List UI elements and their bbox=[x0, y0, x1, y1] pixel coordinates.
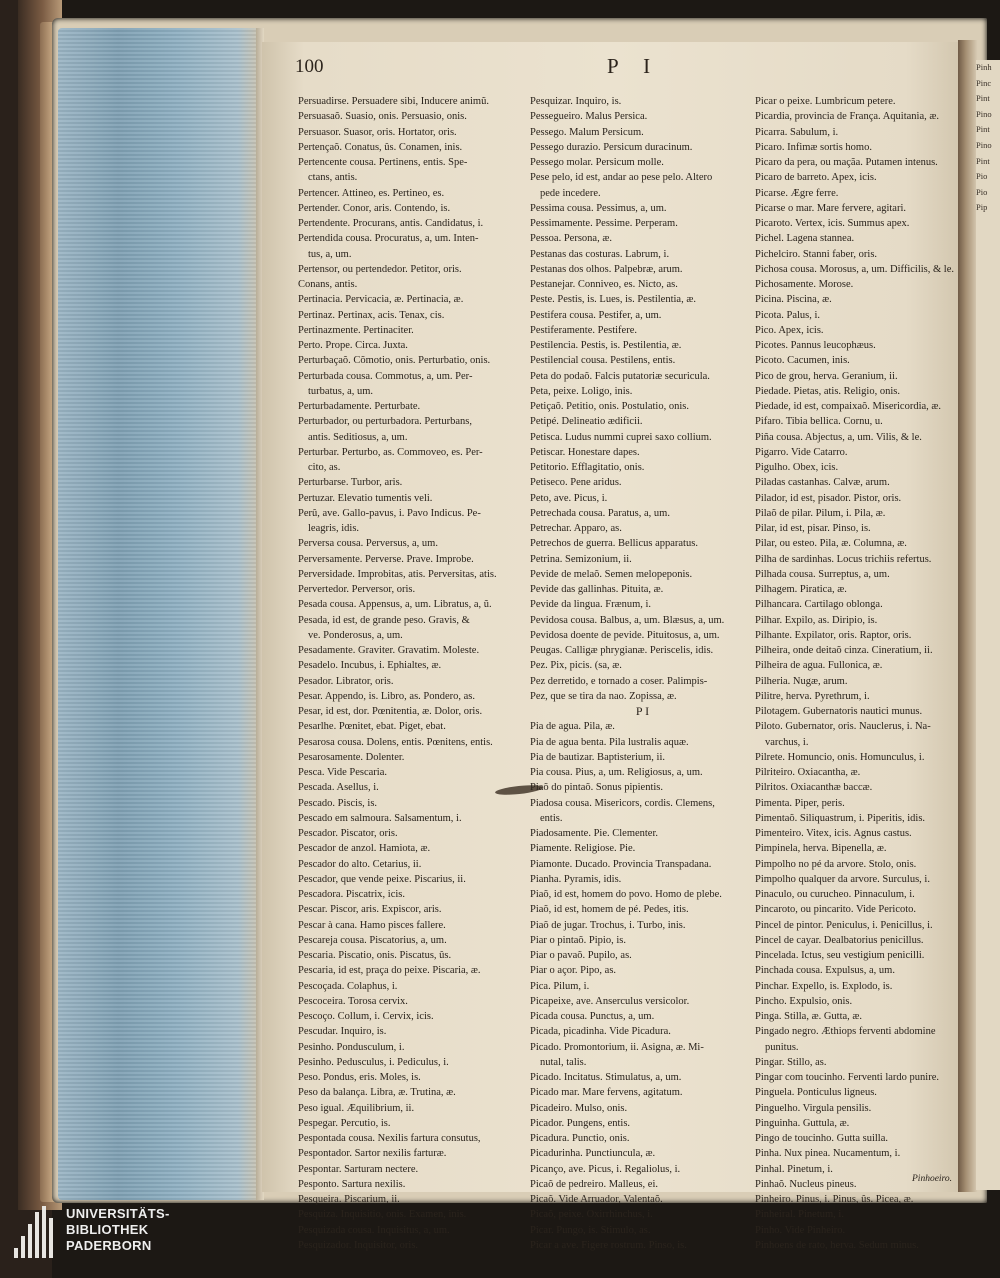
dictionary-line: Pinhoens de rato, herva. Sedum minus. bbox=[755, 1239, 919, 1251]
dictionary-line: Pinheiro. Pinus, i. Pinus, ûs. Picea, æ. bbox=[755, 1194, 914, 1205]
dictionary-line: Piedade, id est, compaixaõ. Misericordia, æ. bbox=[755, 401, 942, 412]
dictionary-line: Pescoceira. Torosa cervix. bbox=[298, 995, 408, 1007]
dictionary-line: Picar o peixe. Lumbricum petere. bbox=[755, 96, 896, 107]
dictionary-line: Pescador de anzol. Hamiota, æ. bbox=[298, 843, 431, 855]
dictionary-line: Pescareja cousa. Piscatorius, a, um. bbox=[298, 934, 447, 946]
column-1 bbox=[298, 94, 526, 1253]
dictionary-line: Conans, antis. bbox=[298, 279, 358, 290]
dictionary-line: Piar o açor. Pipo, as. bbox=[530, 965, 617, 977]
dictionary-line: Piaõ de jugar. Trochus, i. Turbo, inis. bbox=[530, 919, 686, 931]
dictionary-line: Picotes. Pannus leucophæus. bbox=[755, 340, 876, 351]
dictionary-line: Pimentaõ. Siliquastrum, i. Piperitis, idis. bbox=[755, 812, 926, 824]
dictionary-line: Pimenteiro. Vitex, icis. Agnus castus. bbox=[755, 828, 912, 839]
dictionary-line: Piladas castanhas. Calvæ, arum. bbox=[755, 477, 890, 489]
dictionary-line: Pespontar. Sarturam nectere. bbox=[298, 1163, 419, 1175]
dictionary-line: Pessoa. Persona, æ. bbox=[530, 233, 612, 245]
dictionary-line: Pespontador. Sartor nexilis farturæ. bbox=[298, 1148, 447, 1160]
dictionary-line: ctans, antis. bbox=[308, 172, 358, 184]
dictionary-line: Pessego durazio. Persicum duracinum. bbox=[530, 141, 693, 153]
dictionary-line: Pilhagem. Piratica, æ. bbox=[755, 584, 847, 595]
dictionary-line: Piar o pintaõ. Pipio, is. bbox=[530, 934, 626, 946]
dictionary-line: Pilriteiro. Oxiacantha, æ. bbox=[755, 767, 861, 778]
dictionary-line: entis. bbox=[540, 812, 563, 824]
dictionary-line: Pilitre, herva. Pyrethrum, i. bbox=[755, 690, 870, 702]
dictionary-line: Pia de bautizar. Baptisterium, ii. bbox=[530, 751, 666, 763]
dictionary-line: Pesarosa cousa. Dolens, entis. Pœnitens, entis. bbox=[298, 736, 493, 748]
dictionary-line: Pestanas das costuras. Labrum, i. bbox=[530, 248, 670, 260]
dictionary-line: Piedade. Pietas, atis. Religio, onis. bbox=[755, 385, 900, 397]
dictionary-line: P I bbox=[635, 704, 650, 718]
dictionary-line: Peso igual. Æquilibrium, ii. bbox=[298, 1102, 415, 1114]
dictionary-line: ve. Ponderosus, a, um. bbox=[308, 629, 403, 641]
dictionary-line: Pichel. Lagena stannea. bbox=[755, 233, 855, 245]
dictionary-line: Pevide da lingua. Frænum, i. bbox=[530, 599, 652, 611]
dictionary-line: Pevidosa doente de pevide. Pituitosus, a, um. bbox=[530, 629, 720, 641]
dictionary-line: Pervertedor. Perversor, oris. bbox=[298, 584, 416, 595]
dictionary-line: Pico de grou, herva. Geranium, ii. bbox=[755, 370, 898, 382]
dictionary-line: Pertender. Conor, aris. Contendo, is. bbox=[298, 202, 451, 214]
dictionary-line: Piaõ do pintaõ. Sonus pipientis. bbox=[530, 782, 664, 794]
dictionary-line: Persuadirse. Persuadere sibi, Inducere animũ. bbox=[298, 96, 489, 107]
facing-page-fragment: Pint bbox=[976, 155, 990, 166]
dictionary-line: Pestilencial cousa. Pestilens, entis. bbox=[530, 355, 676, 367]
dictionary-line: Pingar com toucinho. Ferventi lardo punire. bbox=[755, 1072, 940, 1083]
dictionary-line: Perversa cousa. Perversus, a, um. bbox=[298, 538, 438, 550]
dictionary-line: Pilrete. Homuncio, onis. Homunculus, i. bbox=[755, 751, 925, 763]
dictionary-line: Persuasor. Suasor, oris. Hortator, oris. bbox=[298, 126, 457, 138]
facing-page-fragment: Pint bbox=[976, 124, 990, 135]
dictionary-line: Piamonte. Ducado. Provincia Transpadana. bbox=[530, 858, 712, 870]
dictionary-line: Pescador, que vende peixe. Piscarius, ii. bbox=[298, 873, 466, 885]
dictionary-line: Pianha. Pyramis, idis. bbox=[530, 873, 622, 885]
dictionary-line: Picaõ de pedreiro. Malleus, ei. bbox=[530, 1178, 658, 1190]
dictionary-line: Pestanas dos olhos. Palpebræ, arum. bbox=[530, 263, 683, 275]
library-name-line1: UNIVERSITÄTS- bbox=[66, 1206, 170, 1221]
dictionary-line: Petipé. Delineatio ædificii. bbox=[530, 416, 643, 428]
dictionary-line: Picadeiro. Mulso, onis. bbox=[530, 1102, 628, 1114]
dictionary-line: Pincho. Expulsio, onis. bbox=[755, 995, 853, 1007]
dictionary-line: Pesponto. Sartura nexilis. bbox=[298, 1178, 406, 1190]
dictionary-line: Pesada, id est, de grande peso. Gravis, & bbox=[298, 614, 470, 626]
dictionary-line: Picadurinha. Punctiuncula, æ. bbox=[530, 1148, 656, 1160]
dictionary-line: Pesada cousa. Appensus, a, um. Libratus, a, ũ. bbox=[298, 599, 492, 611]
dictionary-line: Pesarosamente. Dolenter. bbox=[298, 751, 405, 763]
dictionary-line: nutal, talis. bbox=[540, 1056, 587, 1068]
dictionary-line: Picarse. Ægre ferre. bbox=[755, 187, 839, 199]
dictionary-line: Piña cousa. Abjectus, a, um. Vilis, & le. bbox=[755, 431, 922, 443]
dictionary-line: Pessego molar. Persicum molle. bbox=[530, 157, 664, 168]
dictionary-line: Perturbarse. Turbor, aris. bbox=[298, 477, 403, 489]
facing-page-text bbox=[976, 60, 1000, 216]
dictionary-line: Pesadamente. Graviter. Gravatim. Moleste. bbox=[298, 645, 480, 656]
library-name-line3: PADERBORN bbox=[66, 1238, 152, 1253]
dictionary-line: Picar a ave. Figere rostrum. Pinso, is. bbox=[530, 1239, 687, 1251]
dictionary-line: Perturbaçaõ. Cõmotio, onis. Perturbatio, onis. bbox=[298, 355, 491, 367]
dictionary-line: Picaro. Infimæ sortis homo. bbox=[755, 141, 872, 153]
dictionary-line: Peta do podaõ. Falcis putatoriæ securicula. bbox=[530, 370, 710, 382]
dictionary-line: Petrechada cousa. Paratus, a, um. bbox=[530, 507, 670, 519]
dictionary-line: Pesador. Librator, oris. bbox=[298, 675, 394, 687]
dictionary-line: Pez. Pix, picis. (sa, æ. bbox=[530, 660, 622, 672]
dictionary-line: Pigulho. Obex, icis. bbox=[755, 462, 839, 473]
dictionary-line: Picada cousa. Punctus, a, um. bbox=[530, 1011, 655, 1022]
dictionary-line: Perturbar. Perturbo, as. Commoveo, es. Per- bbox=[298, 446, 483, 458]
dictionary-line: Peta, peixe. Loligo, inis. bbox=[530, 385, 633, 397]
dictionary-line: Pestilencia. Pestis, is. Pestilentia, æ. bbox=[530, 340, 682, 351]
dictionary-line: punitus. bbox=[765, 1041, 799, 1053]
dictionary-line: Petisca. Ludus nummi cuprei saxo collium. bbox=[530, 431, 712, 443]
dictionary-line: Pevide de melaõ. Semen melopeponis. bbox=[530, 568, 693, 580]
dictionary-line: Pescudar. Inquiro, is. bbox=[298, 1026, 387, 1038]
dictionary-line: Peso da balança. Libra, æ. Trutina, æ. bbox=[298, 1087, 456, 1099]
dictionary-line: Petiçaõ. Petitio, onis. Postulatio, onis. bbox=[530, 401, 689, 412]
dictionary-line: Pinho. Vide Pinheiro. bbox=[755, 1224, 846, 1236]
dictionary-line: Pincel de cayar. Dealbatorius penicillus. bbox=[755, 934, 924, 946]
dictionary-line: Petrechos de guerra. Bellicus apparatus. bbox=[530, 538, 698, 550]
dictionary-line: Picarra. Sabulum, i. bbox=[755, 126, 839, 138]
dictionary-line: Pesqueira. Piscarium, ii. bbox=[298, 1194, 400, 1205]
dictionary-line: Pesar, id est, dor. Pœnitentia, æ. Dolor, oris. bbox=[298, 706, 483, 717]
dictionary-line: Pinchar. Expello, is. Explodo, is. bbox=[755, 980, 893, 992]
facing-page-fragment: Pio bbox=[976, 186, 988, 197]
facing-page-edge bbox=[976, 60, 1000, 1190]
dictionary-line: Pescar à cana. Hamo pisces fallere. bbox=[298, 919, 446, 931]
dictionary-line: Pinguelho. Virgula pensilis. bbox=[755, 1102, 872, 1114]
dictionary-line: Pertensor, ou pertendedor. Petitor, oris. bbox=[298, 263, 462, 275]
dictionary-line: Picado. Promontorium, ii. Asigna, æ. Mi- bbox=[530, 1041, 704, 1053]
dictionary-line: Pertuzar. Elevatio tumentis veli. bbox=[298, 492, 433, 504]
dictionary-line: Piloto. Gubernator, oris. Nauclerus, i. Na- bbox=[755, 721, 931, 733]
dictionary-line: Picapeixe, ave. Anserculus versicolor. bbox=[530, 995, 690, 1007]
dictionary-line: Pilador, id est, pisador. Pistor, oris. bbox=[755, 492, 902, 504]
dictionary-line: Pinguinha. Guttula, æ. bbox=[755, 1117, 850, 1129]
running-head: P I bbox=[607, 54, 661, 78]
facing-page-fragment: Pio bbox=[976, 171, 988, 182]
dictionary-line: Piaõ, id est, homem de pé. Pedes, itis. bbox=[530, 904, 689, 916]
gutter-shadow bbox=[958, 40, 978, 1192]
dictionary-line: Picaroto. Vertex, icis. Summus apex. bbox=[755, 218, 910, 229]
dictionary-line: Pinga. Stilla, æ. Gutta, æ. bbox=[755, 1011, 863, 1022]
dictionary-line: Pilheira, onde deitaõ cinza. Cineratium, ii. bbox=[755, 645, 933, 656]
dictionary-line: Pilotagem. Gubernatoris nautici munus. bbox=[755, 706, 923, 717]
dictionary-line: Picaõ, peixe. Oxirrhinchus, i. bbox=[530, 1209, 653, 1221]
facing-page-fragment: Pino bbox=[976, 139, 992, 150]
dictionary-line: Pinaculo, ou curucheo. Pinnaculum, i. bbox=[755, 889, 915, 900]
facing-page-fragment: Pint bbox=[976, 93, 990, 104]
dictionary-line: Pimpolho no pé da arvore. Stolo, onis. bbox=[755, 858, 917, 870]
dictionary-line: Pesadelo. Incubus, i. Ephialtes, æ. bbox=[298, 660, 442, 672]
dictionary-line: Peso. Pondus, eris. Moles, is. bbox=[298, 1072, 421, 1083]
dictionary-line: Pinguela. Ponticulus ligneus. bbox=[755, 1087, 877, 1099]
dictionary-line: Pescoço. Collum, i. Cervix, icis. bbox=[298, 1011, 434, 1022]
dictionary-line: Pia de agua. Pila, æ. bbox=[530, 721, 615, 733]
dictionary-line: Pilar, ou esteo. Pila, æ. Columna, æ. bbox=[755, 538, 907, 550]
dictionary-line: Pincel de pintor. Peniculus, i. Penicillus, i. bbox=[755, 919, 933, 931]
dictionary-line: Pingar. Stillo, as. bbox=[755, 1056, 827, 1068]
dictionary-line: Pilar, id est, pisar. Pinso, is. bbox=[755, 523, 871, 534]
dictionary-line: Pessimamente. Pessime. Perperam. bbox=[530, 218, 678, 229]
dictionary-line: Perversamente. Perverse. Prave. Improbe. bbox=[298, 553, 474, 565]
dictionary-line: Pincelada. Ictus, seu vestigium penicilli. bbox=[755, 950, 925, 961]
dictionary-line: Picado mar. Mare fervens, agitatum. bbox=[530, 1087, 683, 1099]
dictionary-line: Pigarro. Vide Catarro. bbox=[755, 446, 848, 458]
dictionary-line: Piadosa cousa. Misericors, cordis. Clemens, bbox=[530, 797, 715, 809]
library-logo bbox=[14, 1198, 214, 1270]
facing-page-fragment: Pip bbox=[976, 202, 988, 213]
dictionary-line: Pichelciro. Stanni faber, oris. bbox=[755, 248, 878, 260]
blue-sprinkled-page-edges bbox=[58, 28, 258, 1200]
dictionary-line: Pilheira de agua. Fullonica, æ. bbox=[755, 660, 883, 672]
dictionary-line: Pingo de toucinho. Gutta suilla. bbox=[755, 1133, 888, 1144]
dictionary-line: Pesquizador. Inquisitor, oris. bbox=[298, 1239, 419, 1251]
dictionary-line: Petitorio. Efflagitatio, onis. bbox=[530, 462, 645, 473]
dictionary-line: Pilaõ de pilar. Pilum, i. Pila, æ. bbox=[755, 507, 886, 519]
dictionary-line: Pespontada cousa. Nexilis fartura consutus, bbox=[298, 1133, 481, 1144]
dictionary-line: Pincaroto, ou pincarito. Vide Pericoto. bbox=[755, 904, 917, 916]
dictionary-line: Pilha de sardinhas. Locus trichiis refertus. bbox=[755, 553, 932, 565]
dictionary-line: Pinhaõ. Nucleus pineus. bbox=[755, 1178, 857, 1190]
dictionary-line: Picina. Piscina, æ. bbox=[755, 294, 832, 306]
dictionary-line: Picadura. Punctio, onis. bbox=[530, 1133, 630, 1144]
dictionary-line: Pescador. Piscator, oris. bbox=[298, 828, 398, 839]
dictionary-line: Piamente. Religiose. Pie. bbox=[530, 843, 636, 855]
dictionary-line: Pez derretido, e tornado a coser. Palimpis- bbox=[530, 675, 708, 687]
page-number: 100 bbox=[295, 56, 324, 77]
dictionary-line: Pessima cousa. Pessimus, a, um. bbox=[530, 202, 667, 214]
dictionary-line: Pesquizada cousa. Inquisitus, a, um. bbox=[298, 1224, 450, 1236]
dictionary-line: Picota. Palus, i. bbox=[755, 309, 821, 321]
dictionary-line: Pilhada cousa. Surreptus, a, um. bbox=[755, 568, 890, 580]
dictionary-line: Pilhante. Expilator, oris. Raptor, oris. bbox=[755, 629, 912, 641]
catchword: Pinhoeiro. bbox=[912, 1174, 953, 1184]
dictionary-line: Piadosamente. Pie. Clementer. bbox=[530, 828, 659, 839]
dictionary-line: Pica. Pilum, i. bbox=[530, 980, 590, 992]
dictionary-line: Picado. Incitatus. Stimulatus, a, um. bbox=[530, 1072, 682, 1083]
dictionary-line: Pinhal. Pinetum, i. bbox=[755, 1163, 833, 1175]
dictionary-line: Pia de agua benta. Pila lustralis aquæ. bbox=[530, 736, 689, 748]
dictionary-line: Pertencente cousa. Pertinens, entis. Spe- bbox=[298, 157, 468, 168]
dictionary-line: Picaõ. Vide Arruador, Valentaõ. bbox=[530, 1194, 663, 1205]
dictionary-line: Pestanejar. Conniveo, es. Nicto, as. bbox=[530, 279, 678, 290]
dictionary-line: Petiscar. Honestare dapes. bbox=[530, 446, 640, 458]
dictionary-line: Peste. Pestis, is. Lues, is. Pestilentia, æ. bbox=[530, 294, 696, 306]
dictionary-line: Pesquiza. Inquisitio, onis. Examen, inis. bbox=[298, 1209, 467, 1221]
dictionary-line: Pinheiral. Pinetum, i. bbox=[755, 1209, 844, 1221]
dictionary-line: Pescado. Piscis, is. bbox=[298, 797, 378, 809]
dictionary-line: Pinchada cousa. Expulsus, a, um. bbox=[755, 965, 895, 977]
dictionary-line: leagris, idis. bbox=[308, 523, 360, 534]
dictionary-line: turbatus, a, um. bbox=[308, 385, 374, 397]
dictionary-line: Pestiferamente. Pestifere. bbox=[530, 324, 637, 336]
dictionary-line: Pescoçada. Colaphus, i. bbox=[298, 980, 398, 992]
dictionary-line: Pertendida cousa. Procuratus, a, um. Inten- bbox=[298, 233, 479, 245]
dictionary-line: Picaro de barreto. Apex, icis. bbox=[755, 172, 877, 184]
facing-page-fragment: Pinh bbox=[976, 62, 992, 72]
dictionary-line: Pilheria. Nugæ, arum. bbox=[755, 675, 848, 687]
dictionary-line: varchus, i. bbox=[765, 736, 809, 748]
dictionary-line: Pichosa cousa. Morosus, a, um. Difficilis, & le. bbox=[755, 263, 954, 275]
dictionary-line: Pesarlhe. Pœnitet, ebat. Piget, ebat. bbox=[298, 721, 446, 733]
page-header bbox=[295, 56, 955, 80]
dictionary-line: Pertinaz. Pertinax, acis. Tenax, cis. bbox=[298, 309, 445, 321]
dictionary-line: Pinha. Nux pinea. Nucamentum, i. bbox=[755, 1148, 901, 1160]
dictionary-line: Pimenta. Piper, peris. bbox=[755, 797, 845, 809]
dictionary-line: Pescada. Asellus, i. bbox=[298, 782, 379, 794]
dictionary-line: Perturbada cousa. Commotus, a, um. Per- bbox=[298, 370, 473, 382]
column-3 bbox=[755, 94, 960, 1253]
dictionary-line: Pifaro. Tibia bellica. Cornu, u. bbox=[755, 416, 883, 428]
dictionary-line: Pescadora. Piscatrix, icis. bbox=[298, 889, 406, 900]
dictionary-line: Pessego. Malum Persicum. bbox=[530, 126, 644, 138]
dictionary-line: Pimpinela, herva. Bipenella, æ. bbox=[755, 843, 887, 855]
dictionary-line: Pescaria, id est, praça do peixe. Piscaria, æ. bbox=[298, 965, 481, 977]
dictionary-line: Pespegar. Percutio, is. bbox=[298, 1117, 391, 1129]
dictionary-line: Pingado negro. Æthiops ferventi abdomine bbox=[755, 1026, 936, 1038]
dictionary-line: Perû, ave. Gallo-pavus, i. Pavo Indicus. Pe- bbox=[298, 507, 481, 519]
dictionary-line: Peugas. Calligæ phrygianæ. Periscelis, idis. bbox=[530, 645, 714, 656]
dictionary-line: Piaõ, id est, homem do povo. Homo de plebe. bbox=[530, 889, 722, 900]
dictionary-line: Picardia, provincia de França. Aquitania, æ. bbox=[755, 111, 939, 123]
dictionary-line: Pesca. Vide Pescaria. bbox=[298, 767, 387, 778]
dictionary-line: Picar. Pungo, is. Stimulo, as. bbox=[530, 1224, 651, 1236]
dictionary-line: Picoto. Cacumen, inis. bbox=[755, 355, 850, 367]
dictionary-line: Pertencer. Attineo, es. Pertineo, es. bbox=[298, 187, 445, 199]
dictionary-line: Pertinazmente. Pertinaciter. bbox=[298, 324, 414, 336]
dictionary-line: Pescador do alto. Cetarius, ii. bbox=[298, 858, 422, 870]
dictionary-line: Pescar. Piscor, aris. Expiscor, aris. bbox=[298, 904, 442, 916]
library-mark-icon bbox=[14, 1206, 60, 1258]
library-name-line2: BIBLIOTHEK bbox=[66, 1222, 149, 1237]
dictionary-line: Pez, que se tira da nao. Zopissa, æ. bbox=[530, 690, 677, 702]
dictionary-line: Pertendente. Procurans, antis. Candidatus, i. bbox=[298, 218, 484, 229]
dictionary-line: Perto. Prope. Circa. Juxta. bbox=[298, 340, 408, 351]
dictionary-line: Perturbadamente. Perturbate. bbox=[298, 401, 421, 412]
library-name bbox=[66, 1206, 170, 1254]
dictionary-line: Pilritos. Oxiacanthæ baccæ. bbox=[755, 782, 873, 794]
dictionary-line: Pichosamente. Morose. bbox=[755, 279, 854, 290]
dictionary-line: Pevidosa cousa. Balbus, a, um. Blæsus, a, um. bbox=[530, 614, 725, 626]
dictionary-line: Pesinho. Pedusculus, i. Pediculus, i. bbox=[298, 1056, 449, 1068]
dictionary-line: tus, a, um. bbox=[308, 248, 352, 260]
dictionary-line: Petrechar. Apparo, as. bbox=[530, 523, 622, 534]
dictionary-line: Pilhancara. Cartilago oblonga. bbox=[755, 599, 883, 611]
dictionary-line: Perturbador, ou perturbadora. Perturbans, bbox=[298, 416, 472, 428]
dictionary-line: Pertinacia. Pervicacia, æ. Pertinacia, æ. bbox=[298, 294, 464, 306]
dictionary-line: Pilhar. Expilo, as. Diripio, is. bbox=[755, 614, 878, 626]
dictionary-line: Picaro da pera, ou maçãa. Putamen intenus. bbox=[755, 157, 938, 168]
facing-page-fragment: Pinc bbox=[976, 77, 992, 88]
dictionary-line: Perversidade. Improbitas, atis. Perversitas, atis. bbox=[298, 568, 497, 580]
dictionary-line: Piar o pavaõ. Pupilo, as. bbox=[530, 950, 632, 961]
dictionary-line: Pesinho. Pondusculum, i. bbox=[298, 1041, 405, 1053]
dictionary-line: antis. Seditiosus, a, um. bbox=[308, 431, 408, 443]
dictionary-line: Pertençaõ. Conatus, ûs. Conamen, inis. bbox=[298, 141, 463, 153]
dictionary-line: Pesquizar. Inquiro, is. bbox=[530, 96, 622, 107]
dictionary-line: Picador. Pungens, entis. bbox=[530, 1117, 631, 1129]
dictionary-line: Pestifera cousa. Pestifer, a, um. bbox=[530, 309, 662, 321]
dictionary-line: Petrina. Semizonium, ii. bbox=[530, 553, 632, 565]
dictionary-line: Picanço, ave. Picus, i. Regaliolus, i. bbox=[530, 1163, 681, 1175]
dictionary-line: Pia cousa. Pius, a, um. Religiosus, a, um. bbox=[530, 767, 703, 778]
column-2 bbox=[530, 94, 755, 1253]
dictionary-line: Pescaria. Piscatio, onis. Piscatus, ûs. bbox=[298, 950, 452, 961]
dictionary-line: cito, as. bbox=[308, 462, 341, 473]
dictionary-line: Petiseco. Pene aridus. bbox=[530, 477, 622, 489]
dictionary-line: pede incedere. bbox=[540, 187, 601, 199]
dictionary-line: Pesar. Appendo, is. Libro, as. Pondero, as. bbox=[298, 690, 476, 702]
dictionary-line: Pimpolho qualquer da arvore. Surculus, i. bbox=[755, 873, 930, 885]
facing-page-fragment: Pino bbox=[976, 108, 992, 119]
dictionary-line: Persuasaõ. Suasio, onis. Persuasio, onis. bbox=[298, 111, 467, 123]
dictionary-line: Pescado em salmoura. Salsamentum, i. bbox=[298, 812, 462, 824]
dictionary-line: Pevide das gallinhas. Pituita, æ. bbox=[530, 584, 664, 595]
dictionary-line: Peto, ave. Picus, i. bbox=[530, 492, 608, 504]
dictionary-line: Picarse o mar. Mare fervere, agitari. bbox=[755, 202, 907, 214]
dictionary-line: Pese pelo, id est, andar ao pese pelo. Altero bbox=[530, 172, 713, 184]
dictionary-line: Pico. Apex, icis. bbox=[755, 324, 824, 336]
dictionary-line: Pessegueiro. Malus Persica. bbox=[530, 111, 648, 123]
dictionary-line: Picada, picadinha. Vide Picadura. bbox=[530, 1026, 671, 1038]
